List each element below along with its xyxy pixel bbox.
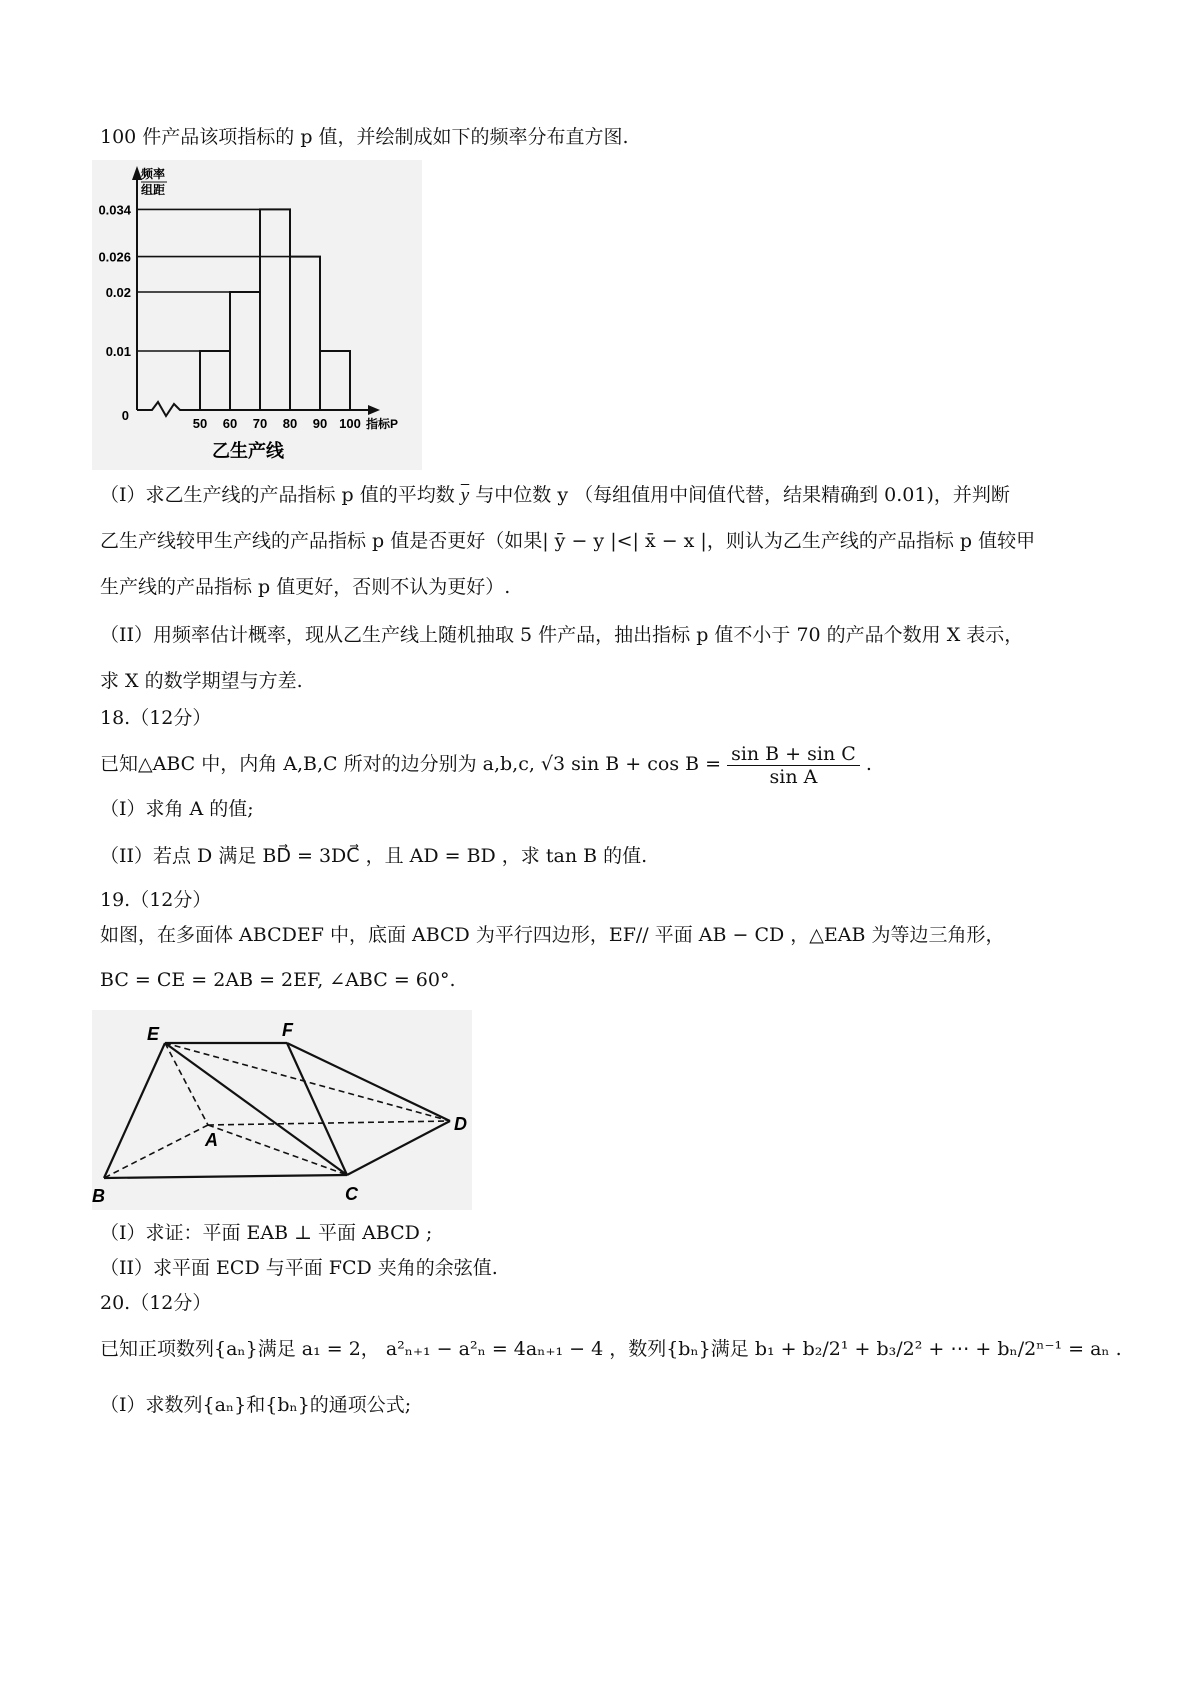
q17-part1-text-a: （I）求乙生产线的产品指标 p 值的平均数: [100, 484, 455, 506]
q18-header: 18.（12分）: [100, 707, 212, 729]
histogram-bar: [290, 257, 320, 410]
edge-EC: [165, 1043, 347, 1175]
label-C: C: [345, 1184, 358, 1204]
histogram-chart: [92, 160, 422, 470]
y-tick-label: 0.01: [105, 344, 131, 359]
y-tick-label: 0.034: [98, 202, 131, 218]
q17-part1-line3: 生产线的产品指标 p 值更好，否则不认为更好）.: [100, 576, 511, 598]
x-axis-label: 指标P: [366, 417, 399, 431]
origin-label: 0: [121, 408, 129, 423]
q19-stem1: 如图，在多面体 ABCDEF 中，底面 ABCD 为平行四边形，EF// 平面 AB − CD ，△EAB 为等边三角形，: [100, 924, 1005, 946]
y-tick-label: 0.02: [105, 285, 131, 300]
label-E: E: [147, 1024, 160, 1044]
edge-EA: [165, 1043, 208, 1125]
q18-part2: （II）若点 D 满足 BD⃗ = 3DC⃗ ，且 AD = BD ，求 tan B 的值.: [100, 845, 648, 867]
q20-header: 20.（12分）: [100, 1292, 212, 1314]
q17-part1-text-b: 与中位数 y （每组值用中间值代替，结果精确到 0.01)，并判断: [475, 484, 1010, 506]
x-tick-label: 50: [192, 416, 208, 431]
edge-FD: [287, 1043, 450, 1121]
edge-ED: [165, 1043, 450, 1121]
x-tick-label: 70: [252, 416, 268, 431]
histogram-bar: [260, 209, 290, 410]
edge-BC: [104, 1175, 347, 1178]
q19-header: 19.（12分）: [100, 889, 212, 911]
edge-CD: [347, 1121, 450, 1175]
q17-part1-line2: 乙生产线较甲生产线的产品指标 p 值是否更好（如果| ȳ − y |<| x̄ − x |，则认为乙生产线的产品指标 p 值较甲: [100, 530, 1036, 552]
x-tick-label: 60: [222, 416, 238, 431]
y-label-bottom: 组距: [141, 183, 166, 197]
chart-title: 乙生产线: [212, 441, 284, 461]
label-A: A: [205, 1130, 218, 1150]
q19-stem2: BC = CE = 2AB = 2EF, ∠ABC = 60°.: [100, 969, 456, 991]
q19-part2: （II）求平面 ECD 与平面 FCD 夹角的余弦值.: [100, 1257, 498, 1279]
q17-part2-line2: 求 X 的数学期望与方差.: [100, 670, 303, 692]
edge-AC: [208, 1125, 347, 1175]
q18-part1: （I）求角 A 的值;: [100, 798, 254, 820]
histogram-bar: [320, 351, 350, 410]
label-F: F: [282, 1020, 293, 1040]
q20-part1: （I）求数列{aₙ}和{bₙ}的通项公式;: [100, 1394, 412, 1416]
y-bar-symbol: $\overline{y}$: [460, 485, 470, 506]
edge-AD: [208, 1121, 450, 1125]
q20-stem: 已知正项数列{aₙ}满足 a₁ = 2， a²ₙ₊₁ − a²ₙ = 4aₙ₊₁ − 4 ，数列{bₙ}满足 b₁ + b₂/2¹ + b₃/2² + ⋯ + bₙ/2ⁿ⁻¹ = aₙ .: [100, 1338, 1122, 1360]
label-B: B: [92, 1186, 105, 1206]
q17-part1-line1: [100, 482, 1010, 509]
x-tick-label: 100: [339, 416, 361, 431]
q18-frac-den: sin A: [769, 765, 818, 788]
polyhedron-diagram: [92, 1010, 472, 1210]
q18-fraction: [727, 743, 860, 788]
histogram-bar: [200, 351, 230, 410]
x-tick-label: 80: [282, 416, 298, 431]
histogram-bar: [230, 292, 260, 410]
q17-intro: 100 件产品该项指标的 p 值，并绘制成如下的频率分布直方图.: [100, 126, 629, 148]
label-D: D: [454, 1114, 467, 1134]
x-axis: [137, 402, 372, 416]
polyhedron-figure: [92, 1010, 472, 1210]
q19-part1: （I）求证：平面 EAB ⊥ 平面 ABCD ;: [100, 1222, 433, 1244]
x-axis-arrow-icon: [368, 405, 380, 415]
y-tick-label: 0.026: [98, 249, 131, 265]
x-tick-label: 90: [312, 416, 328, 431]
edge-EB: [104, 1043, 165, 1178]
q18-stem: 已知△ABC 中，内角 A,B,C 所对的边分别为 a,b,c, √3 sin B + cos B = $\frac{\text{sin B + sin C}}{\text{sin A}}$ .: [100, 742, 872, 788]
edge-FC: [287, 1043, 347, 1175]
q18-frac-num: sin B + sin C: [727, 743, 860, 766]
q18-stem-text: 已知△ABC 中，内角 A,B,C 所对的边分别为 a,b,c, √3 sin B + cos B =: [100, 753, 722, 775]
y-label-top: 频率: [141, 167, 166, 181]
q17-part2-line1: （II）用频率估计概率，现从乙生产线上随机抽取 5 件产品，抽出指标 p 值不小于 70 的产品个数用 X 表示，: [100, 624, 1024, 646]
edge-AB: [104, 1125, 208, 1178]
histogram-figure: [92, 160, 422, 470]
